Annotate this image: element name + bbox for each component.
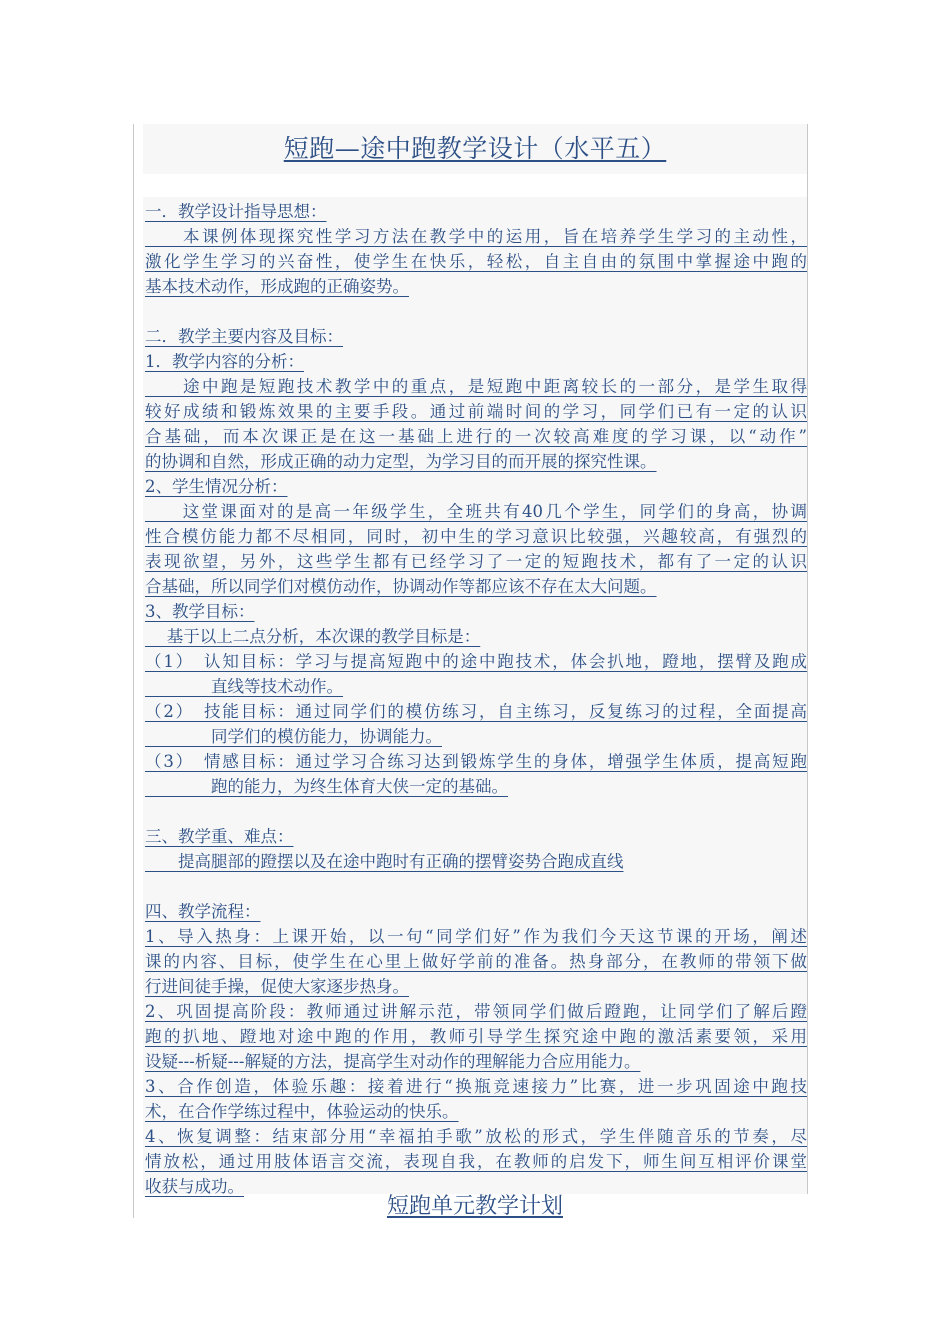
text-line: 性合模仿能力都不尽相同，同时，初中生的学习意识比较强，兴趣较高，有强烈的 — [145, 527, 807, 546]
text-line: （3） 情感目标：通过学习合练习达到锻炼学生的身体，增强学生体质，提高短跑 — [145, 752, 807, 771]
right-margin-line — [807, 124, 808, 1194]
text-line: 1、导入热身：上课开始，以一句“同学们好”作为我们今天这节课的开场，阐述 — [145, 927, 807, 946]
text-line: 跑的能力，为终生体育大侠一定的基础。 — [145, 777, 508, 796]
text-line: 合基础，所以同学们对模仿动作，协调动作等都应该不存在太大问题。 — [145, 577, 657, 596]
text-line: 设疑---析疑---解疑的方法，提高学生对动作的理解能力合应用能力。 — [145, 1052, 641, 1071]
text-line: 二．教学主要内容及目标： — [145, 327, 343, 346]
text-line: 行进间徒手操，促使大家逐步热身。 — [145, 977, 409, 996]
text-line: 的协调和自然，形成正确的动力定型，为学习目的而开展的探究性课。 — [145, 452, 657, 471]
text-line: 2、巩固提高阶段：教师通过讲解示范，带领同学们做后蹬跑，让同学们了解后蹬 — [145, 1002, 807, 1021]
text-line: 提高腿部的蹬摆以及在途中跑时有正确的摆臂姿势合跑成直线 — [145, 852, 624, 871]
text-line: 基于以上二点分析，本次课的教学目标是： — [145, 627, 481, 646]
text-line: 术，在合作学练过程中，体验运动的快乐。 — [145, 1102, 459, 1121]
text-line: 3、合作创造，体验乐趣：接着进行“换瓶竞速接力”比赛，进一步巩固途中跑技 — [145, 1077, 807, 1096]
text-line: 基本技术动作，形成跑的正确姿势。 — [145, 277, 409, 296]
document-title: 短跑—途中跑教学设计（水平五） — [283, 134, 667, 163]
text-line: 本课例体现探究性学习方法在教学中的运用，旨在培养学生学习的主动性， — [145, 227, 807, 246]
text-line: 1．教学内容的分析： — [145, 352, 304, 371]
text-line: 合基础，而本次课正是在这一基础上进行的一次较高难度的学习课，以“动作” — [145, 427, 807, 446]
text-line: 这堂课面对的是高一年级学生，全班共有40几个学生，同学们的身高，协调 — [145, 502, 807, 521]
text-line: 三、教学重、难点： — [145, 827, 294, 846]
text-line: 四、教学流程： — [145, 902, 261, 921]
text-line: 2、学生情况分析： — [145, 477, 288, 496]
text-line: （1） 认知目标：学习与提高短跑中的途中跑技术，体会扒地，蹬地，摆臂及跑成 — [145, 652, 807, 671]
text-line: 一．教学设计指导思想： — [145, 202, 327, 221]
text-line: 收获与成功。 — [145, 1177, 244, 1196]
text-line: 途中跑是短跑技术教学中的重点，是短跑中距离较长的一部分，是学生取得 — [145, 377, 807, 396]
text-line: 同学们的模仿能力，协调能力。 — [145, 727, 442, 746]
text-line: 跑的扒地、蹬地对途中跑的作用，教师引导学生探究途中跑的激活素要领，采用 — [145, 1027, 807, 1046]
text-line: 表现欲望，另外，这些学生都有已经学习了一定的短跑技术，都有了一定的认识 — [145, 552, 807, 571]
text-line: 3、教学目标： — [145, 602, 255, 621]
text-line: 较好成绩和锻炼效果的主要手段。通过前端时间的学习，同学们已有一定的认识 — [145, 402, 807, 421]
text-line: 直线等技术动作。 — [145, 677, 343, 696]
text-line: 激化学生学习的兴奋性，使学生在快乐，轻松，自主自由的氛围中掌握途中跑的 — [145, 252, 807, 271]
footer-title: 短跑单元教学计划 — [386, 1194, 563, 1219]
text-line: 课的内容、目标，使学生在心里上做好学前的准备。热身部分，在教师的带领下做 — [145, 952, 807, 971]
text-line: 4、恢复调整：结束部分用“幸福拍手歌”放松的形式，学生伴随音乐的节奏，尽 — [145, 1127, 807, 1146]
text-line: （2） 技能目标：通过同学们的模仿练习，自主练习，反复练习的过程，全面提高 — [145, 702, 807, 721]
text-line: 情放松，通过用肢体语言交流，表现自我，在教师的启发下，师生间互相评价课堂 — [145, 1152, 807, 1171]
left-margin-line — [133, 124, 134, 1218]
